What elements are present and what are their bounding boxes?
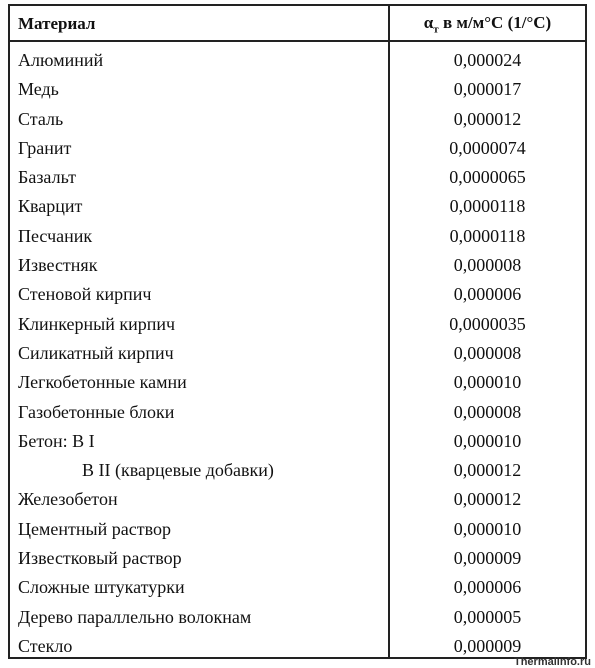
coefficient-cell: 0,000012 — [453, 489, 522, 510]
table-row — [10, 251, 585, 280]
table-row — [10, 75, 585, 104]
table-row — [10, 339, 585, 368]
table-row — [10, 105, 585, 134]
table-row — [10, 456, 585, 485]
coef-unit: в м/м°С (1/°С) — [438, 13, 552, 32]
table-row — [10, 310, 585, 339]
coefficient-cell: 0,000008 — [453, 342, 522, 363]
table-row — [10, 427, 585, 456]
material-cell: Сталь — [18, 108, 64, 129]
table-row — [10, 544, 585, 573]
material-cell: Базальт — [18, 167, 76, 188]
material-cell: Известковый раствор — [18, 548, 182, 569]
coefficient-cell: 0,000024 — [453, 50, 522, 70]
table-row — [10, 632, 585, 661]
table-row — [10, 192, 585, 221]
material-cell: Кварцит — [18, 196, 83, 217]
table-row — [10, 485, 585, 514]
coefficient-cell: 0,0000118 — [449, 225, 526, 246]
coefficient-cell: 0,0000074 — [449, 137, 526, 158]
material-cell: Стекло — [18, 635, 73, 656]
coefficient-cell: 0,000017 — [453, 79, 522, 100]
coefficient-cell: 0,000009 — [453, 548, 522, 569]
material-cell: Газобетонные блоки — [18, 401, 175, 422]
coefficient-cell: 0,0000118 — [449, 196, 526, 217]
material-cell: Цементный раствор — [18, 518, 171, 539]
material-cell: Алюминий — [18, 50, 104, 70]
coefficient-cell: 0,000010 — [453, 518, 522, 539]
coefficient-cell: 0,000006 — [453, 577, 522, 598]
coefficient-cell: 0,000012 — [453, 460, 522, 481]
coef-subscript: т — [433, 23, 439, 36]
table-row — [10, 163, 585, 192]
coefficient-cell: 0,0000065 — [449, 167, 526, 188]
coefficient-cell: 0,000008 — [453, 255, 522, 276]
material-cell: Сложные штукатурки — [18, 577, 185, 598]
material-cell: Известняк — [18, 255, 98, 276]
table-row — [10, 134, 585, 163]
table-header — [10, 6, 585, 42]
material-cell: Легкобетонные камни — [18, 372, 187, 393]
coefficient-cell: 0,000010 — [453, 430, 522, 451]
table-row — [10, 573, 585, 602]
coefficient-cell: 0,000006 — [453, 284, 522, 305]
expansion-coefficient-table — [8, 4, 587, 659]
material-cell: Медь — [18, 79, 59, 100]
coefficient-cell: 0,000010 — [453, 372, 522, 393]
table-body — [10, 46, 585, 661]
material-cell: Дерево параллельно волокнам — [18, 606, 252, 627]
material-cell: Гранит — [18, 137, 72, 158]
coefficient-cell: 0,000008 — [453, 401, 522, 422]
material-cell: В II (кварцевые добавки) — [82, 460, 274, 481]
watermark: Thermalinfo.ru — [513, 656, 591, 668]
header-coefficient — [390, 13, 585, 35]
header-material: Материал — [18, 14, 96, 33]
table-row — [10, 603, 585, 632]
material-cell: Песчаник — [18, 225, 93, 246]
material-cell: Клинкерный кирпич — [18, 313, 176, 334]
coefficient-cell: 0,000009 — [453, 635, 522, 656]
coefficient-cell: 0,0000035 — [449, 313, 526, 334]
coefficient-cell: 0,000005 — [453, 606, 522, 627]
material-cell: Стеновой кирпич — [18, 284, 152, 305]
material-cell: Силикатный кирпич — [18, 342, 174, 363]
table-row — [10, 398, 585, 427]
coefficient-cell: 0,000012 — [453, 108, 522, 129]
table-row — [10, 280, 585, 309]
table-row — [10, 515, 585, 544]
table-row — [10, 46, 585, 75]
table-row — [10, 368, 585, 397]
table-row — [10, 222, 585, 251]
material-cell: Железобетон — [18, 489, 118, 510]
coef-symbol: α — [423, 13, 434, 32]
material-cell: Бетон: В I — [18, 430, 95, 451]
